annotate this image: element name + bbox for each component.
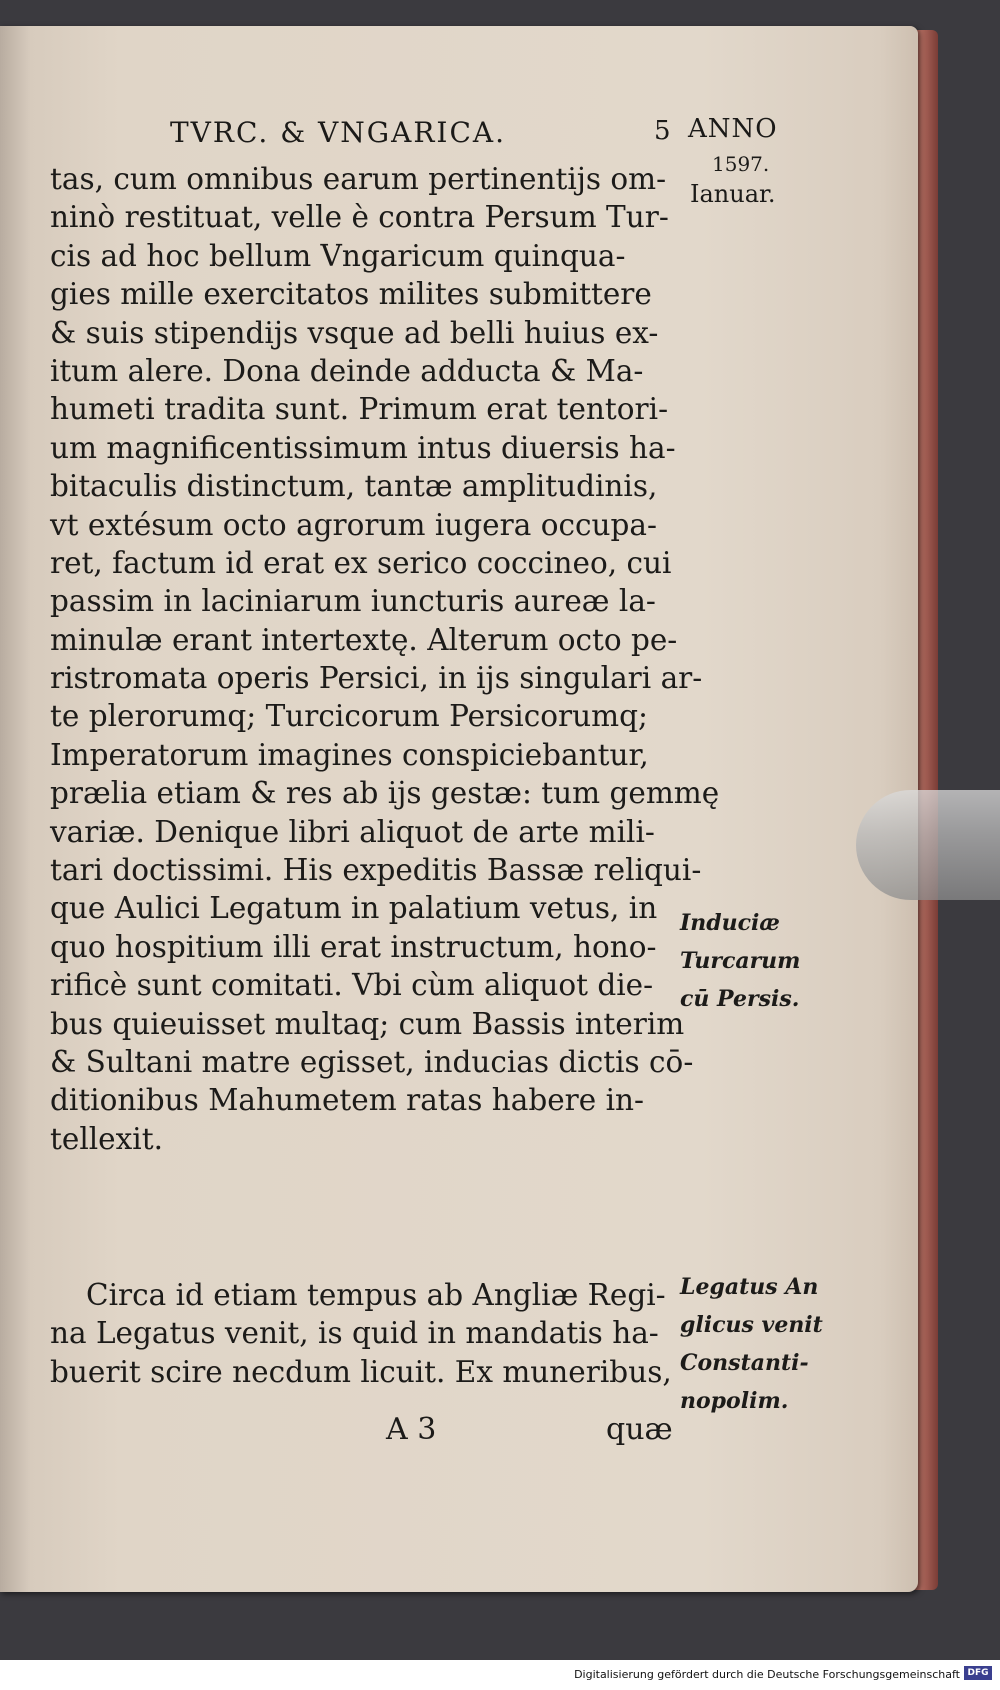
text-line: um magnificentissimum intus diuersis ha- xyxy=(50,430,676,465)
anno-label: ANNO xyxy=(688,114,778,144)
text-line: cis ad hoc bellum Vngaricum quinqua- xyxy=(50,238,626,273)
text-line: minulæ erant intertextę. Alterum octo pe- xyxy=(50,622,678,657)
text-line: & Sultani matre egisset, inducias dictis cō- xyxy=(50,1044,694,1079)
margin-note-truce xyxy=(680,904,830,1018)
text-line: tas, cum omnibus earum pertinentijs om- xyxy=(50,162,667,196)
note-line: glicus venit xyxy=(680,1312,823,1338)
margin-note-english-envoy xyxy=(680,1268,830,1420)
page-number: 5 xyxy=(654,116,671,146)
text-line: quo hospitium illi erat instructum, hono- xyxy=(50,929,657,964)
dfg-logo: DFG xyxy=(964,1666,992,1680)
text-line: buerit scire necdum licuit. Ex muneribus, xyxy=(50,1354,672,1389)
text-line: tari doctissimi. His expeditis Bassæ reliqui- xyxy=(50,853,702,888)
paragraph-2 xyxy=(50,1276,670,1391)
paragraph-1 xyxy=(50,160,720,1158)
text-line: variæ. Denique libri aliquot de arte mili- xyxy=(50,814,655,849)
running-head: TVRC. & VNGARICA. xyxy=(170,116,507,149)
footer-credit: Digitalisierung gefördert durch die Deutsche Forschungsgemeinschaft xyxy=(574,1668,960,1681)
text-line: rificè sunt comitati. Vbi cùm aliquot die- xyxy=(50,968,654,1003)
text-line: ninò restituat, velle è contra Persum Tur- xyxy=(50,200,669,235)
year-label: 1597. xyxy=(712,152,770,176)
text-line: gies mille exercitatos milites submittere xyxy=(50,277,652,312)
text-line: vt extésum octo agrorum iugera occupa- xyxy=(50,507,657,542)
text-line: que Aulici Legatum in palatium vetus, in xyxy=(50,891,658,926)
month-label: Ianuar. xyxy=(690,180,776,208)
note-line: Turcarum xyxy=(680,948,801,974)
text-line: ristromata operis Persici, in ijs singulari ar- xyxy=(50,661,703,696)
text-line: itum alere. Dona deinde adducta & Ma- xyxy=(50,353,644,388)
note-line: Constanti- xyxy=(680,1350,809,1376)
signature-mark: A 3 xyxy=(386,1412,437,1447)
text-line: prælia etiam & res ab ijs gestæ: tum gemmę xyxy=(50,776,720,811)
text-line: ret, factum id erat ex serico coccineo, cui xyxy=(50,545,672,580)
text-line: & suis stipendijs vsque ad belli huius ex- xyxy=(50,315,659,350)
text-line: ditionibus Mahumetem ratas habere in- xyxy=(50,1083,645,1118)
text-line: passim in laciniarum iuncturis aureæ la- xyxy=(50,584,656,619)
text-line: bitaculis distinctum, tantæ amplitudinis, xyxy=(50,469,658,504)
text-line: na Legatus venit, is quid in mandatis ha- xyxy=(50,1316,659,1351)
text-line: Circa id etiam tempus ab Angliæ Regi- xyxy=(86,1278,666,1312)
text-line: te plerorumq; Turcicorum Persicorumq; xyxy=(50,699,648,734)
catchword: quæ xyxy=(606,1412,673,1447)
page-clip xyxy=(856,790,1000,900)
note-line: Induciæ xyxy=(680,910,780,936)
note-line: cū Persis. xyxy=(680,986,800,1012)
text-line: bus quieuisset multaq; cum Bassis interim xyxy=(50,1006,685,1041)
text-line: humeti tradita sunt. Primum erat tentori- xyxy=(50,392,669,427)
note-line: Legatus An xyxy=(680,1274,819,1300)
note-line: nopolim. xyxy=(680,1388,789,1414)
text-line: Imperatorum imagines conspiciebantur, xyxy=(50,737,649,772)
text-line: tellexit. xyxy=(50,1121,163,1156)
